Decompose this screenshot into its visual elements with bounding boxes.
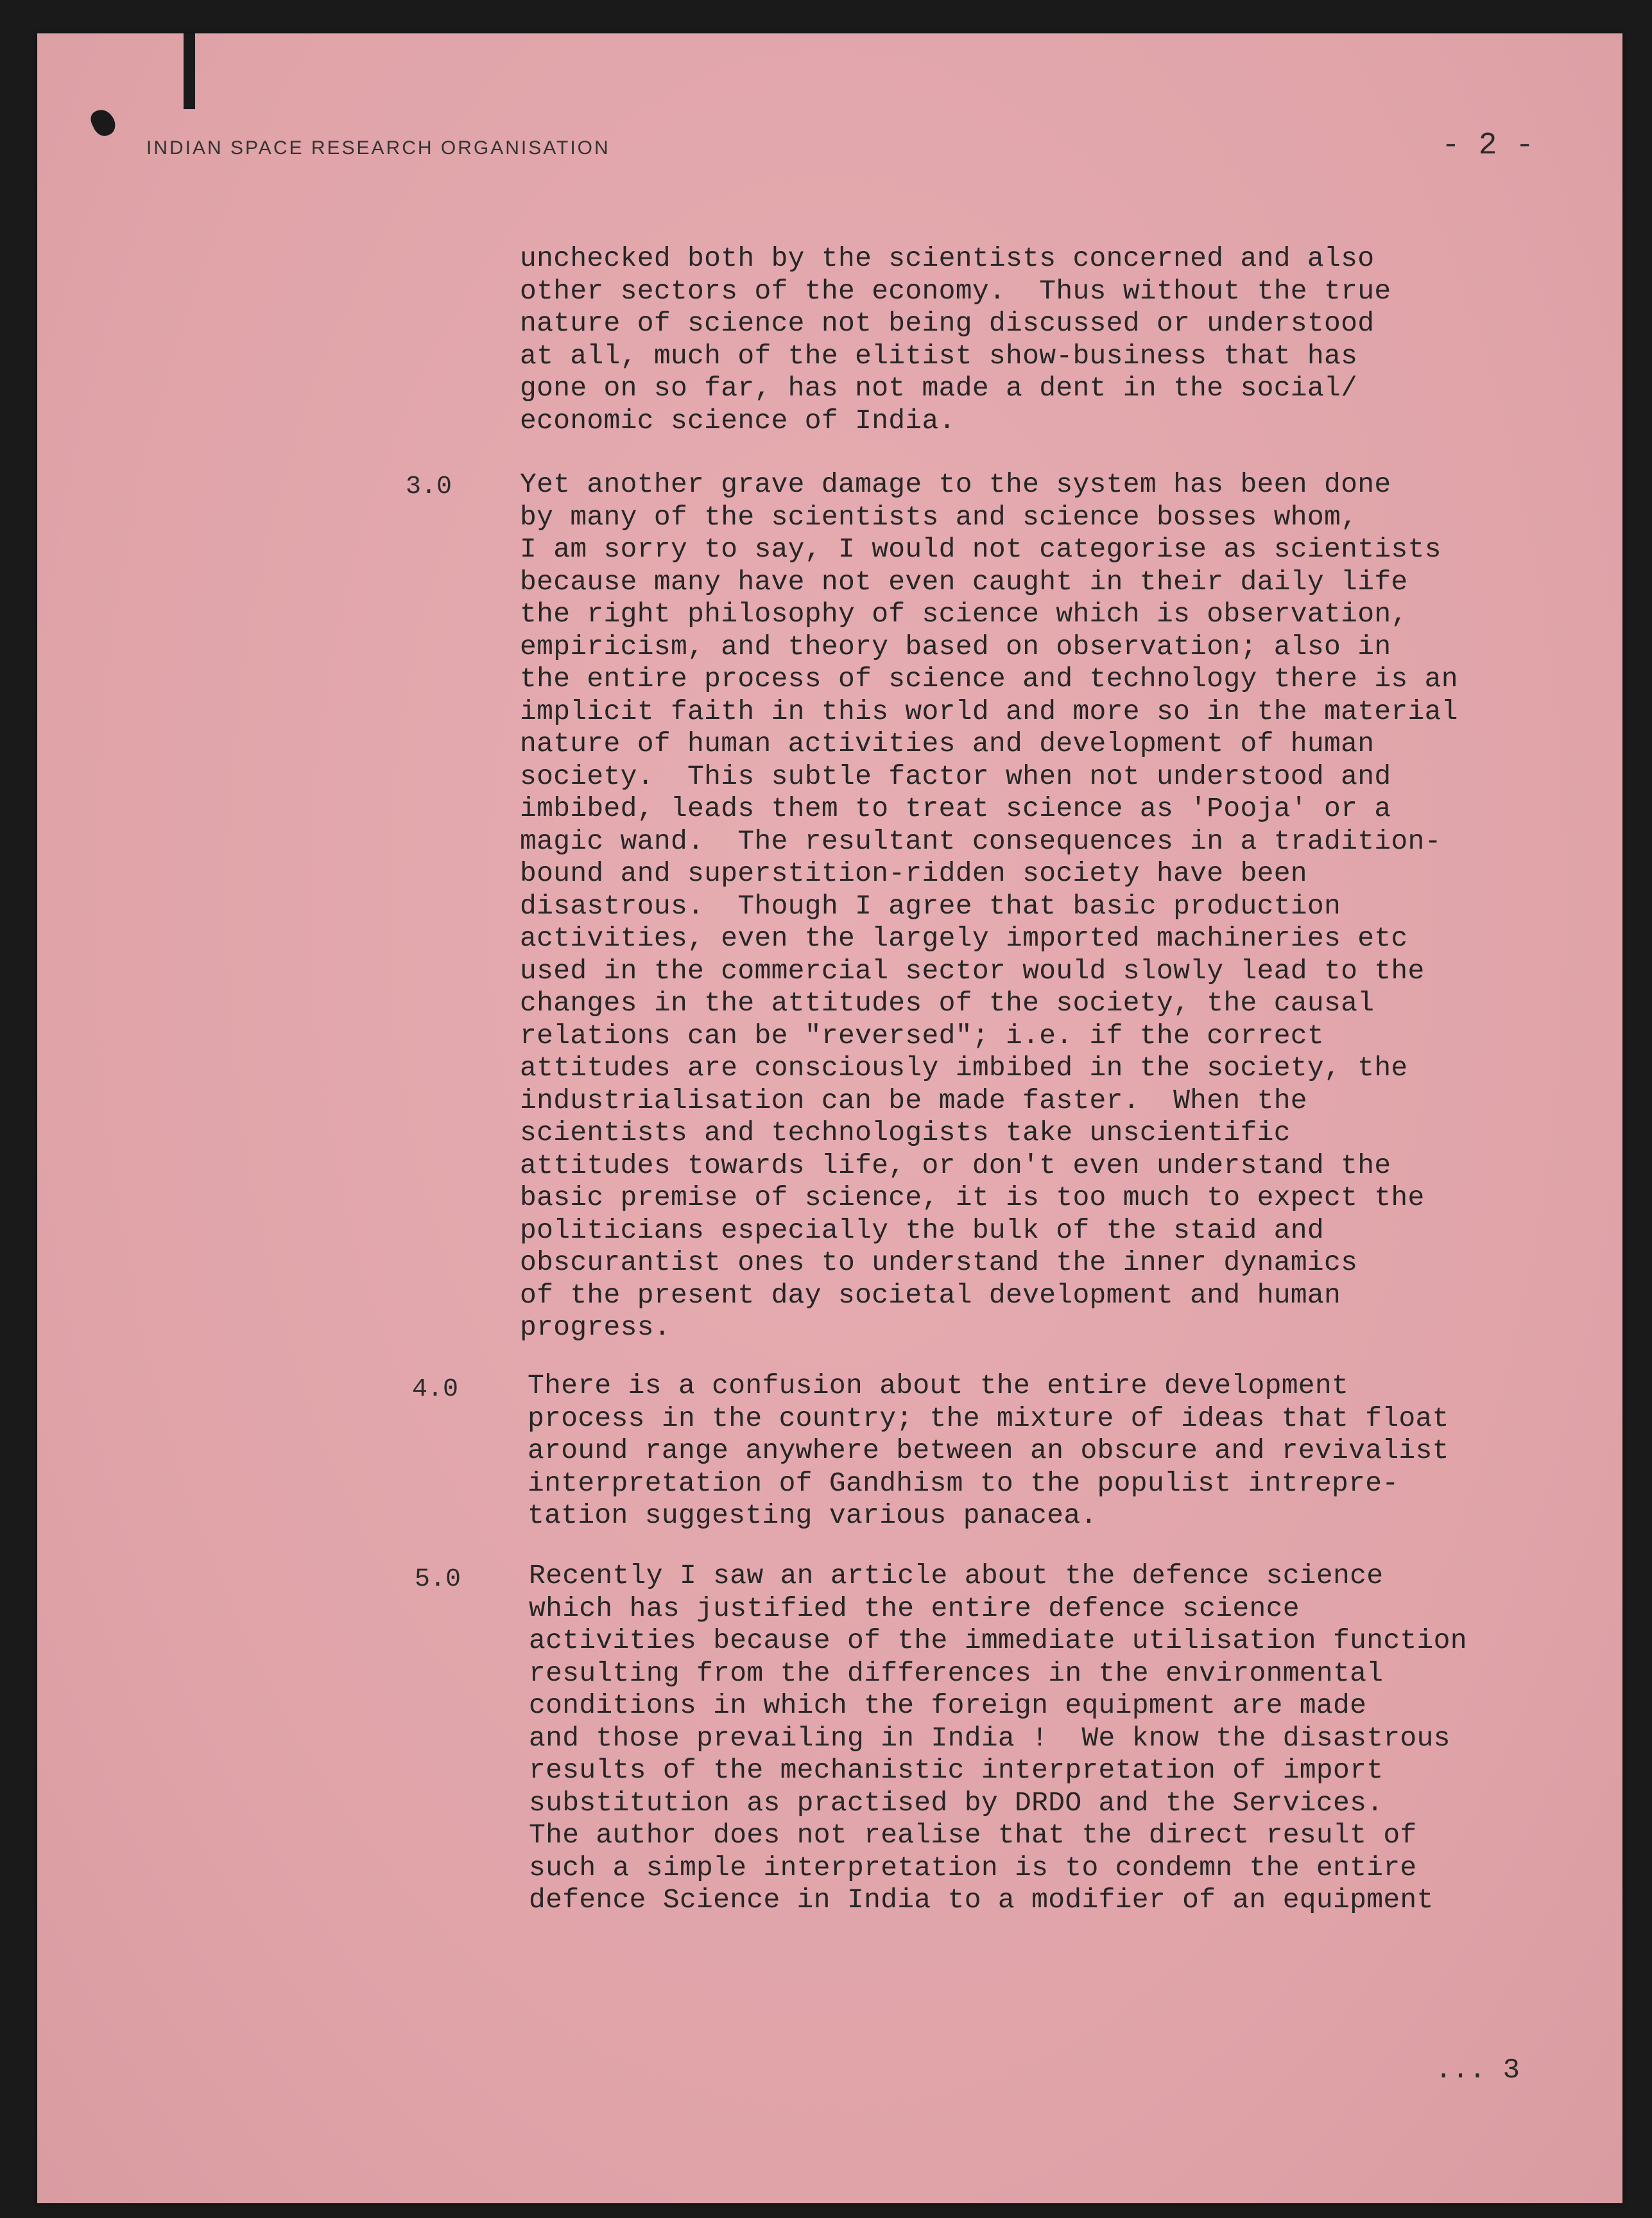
paper-tear-mark xyxy=(184,33,195,109)
paragraph-text: There is a confusion about the entire development process in the country; the mixture of ideas that float around range anywhere between an obscure and revivalist interpretation of Gandhism to the populist intrepre- tation suggesting various panacea. xyxy=(528,1370,1449,1531)
letterhead: INDIAN SPACE RESEARCH ORGANISATION xyxy=(146,137,610,159)
paragraph-number: 3.0 xyxy=(406,472,452,501)
paper-stain-mark xyxy=(88,106,119,139)
paragraph-number: 5.0 xyxy=(415,1565,461,1594)
document-page xyxy=(37,33,1622,2203)
paragraph-text: Yet another grave damage to the system has been done by many of the scientists and science bosses whom, I am sorry to say, I would not categorise as scientists because many have not even caught in their daily life the right philosophy of science which is observation, empiricism, and theory based on observation; also in the entire process of science and technology there is an implicit faith in this world and more so in the material nature of human activities and development of human society. This subtle factor when not understood and imbibed, leads them to treat science as 'Pooja' or a magic wand. The resultant consequences in a tradition- bound and superstition-ridden society have been disastrous. Though I agree that basic production activities, even the largely imported machineries etc used in the commercial sector would slowly lead to the changes in the attitudes of the society, the causal relations can be "reversed"; i.e. if the correct attitudes are consciously imbibed in the society, the industrialisation can be made faster. When the scientists and technologists take unscientific attitudes towards life, or don't even understand the basic premise of science, it is too much to expect the politicians especially the bulk of the staid and obscurantist ones to understand the inner dynamics of the present day societal development and human progress. xyxy=(520,469,1458,1343)
continuation-marker: ... 3 xyxy=(1435,2054,1520,2086)
paragraph-text: Recently I saw an article about the defence science which has justified the entire defence science activities because of the immediate utilisation function resulting from the differences in the environmental conditions in which the foreign equipment are made and those prevailing in India ! We know the disastrous results of the mechanistic interpretation of import substitution as practised by DRDO and the Services. The author does not realise that the direct result of such a simple interpretation is to condemn the entire defence Science in India to a modifier of an equipment xyxy=(529,1560,1467,1916)
paragraph-continuation-text: unchecked both by the scientists concerned and also other sectors of the economy. Thus without the true nature of science not being discussed or understood at all, much of the elitist show-business that has gone on so far, has not made a dent in the social/ economic science of India. xyxy=(520,243,1391,437)
page-number: - 2 - xyxy=(1441,128,1535,163)
paragraph-number: 4.0 xyxy=(412,1375,459,1404)
